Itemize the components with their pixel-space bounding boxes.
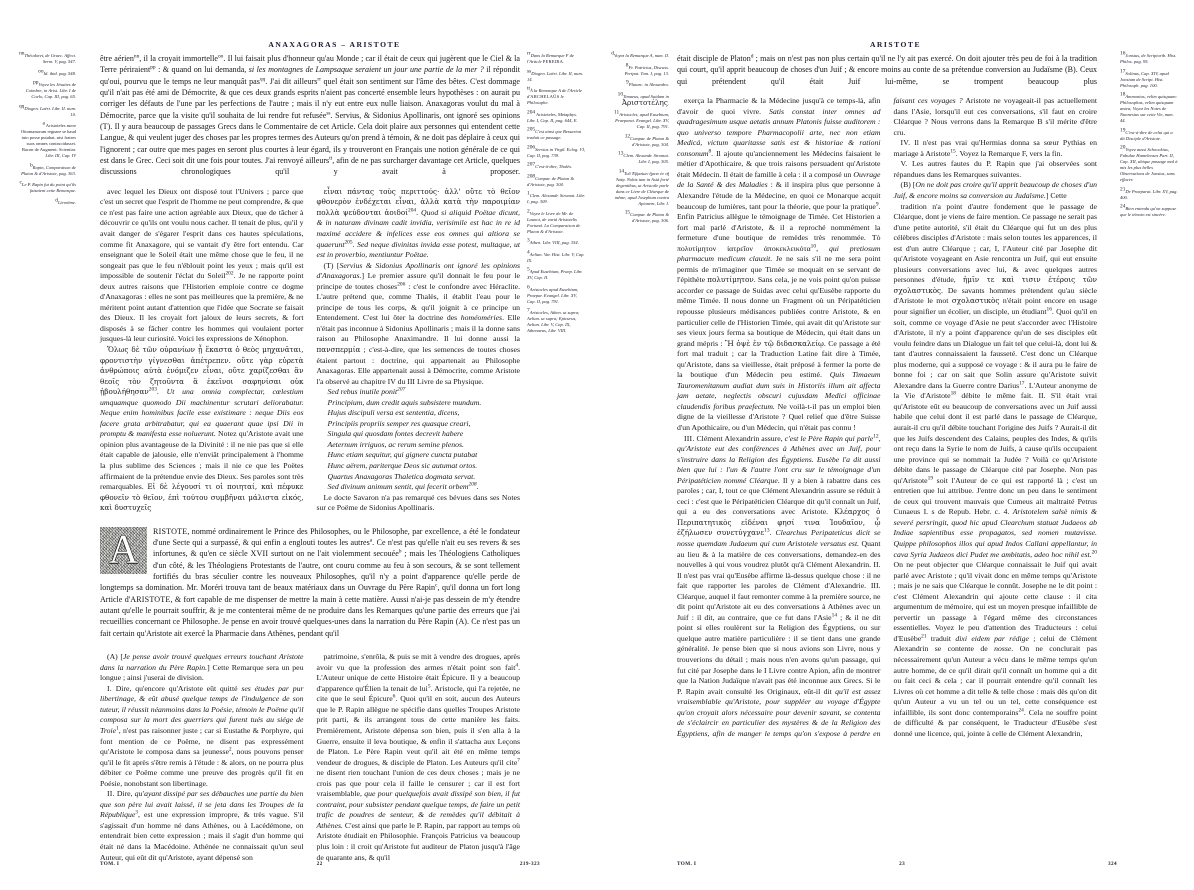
- margin-note: $^2$Voyez le Livre de Mr. de Launoi, de variá Aristotelis Fortuná. La Comparaison de Platon & d'Aristote.: [527, 207, 581, 234]
- margin-note: $^5$Apud Eusebium, Praep. Libr. XV, Cap. II.: [527, 266, 583, 280]
- column-right: [317, 187, 521, 514]
- margin-note: $^{oo}$Id. ibid. pag. 548.: [38, 67, 76, 76]
- margin-note: $^c$Le P. Rapin fut du point qu'ils faisaient cette Remarque.: [19, 179, 76, 193]
- body-paragraph: εἶναι πάντας τοὺς περιττούς· ἀλλ' οὔτε τὸ θεῖον φθονερὸν ἐνδέχεται εἶναι, ἀλλὰ κατὰ τὴν παροιμίαν πολλὰ ψεύδονται ἀοιδοί$^{204}$. Quod si aliquid Poëtae dicunt, & in naturam divinam cadit invidia, verisimile est hac in re id maximé accidere & infelices esse eos omnes qui altiora se quaerunt$^{205}$. Sed neque divinitas invida esse potest, multaque, ut est in proverbio, mentiuntur Poëtae.: [316, 186, 521, 260]
- margin-note: $^{18}$Ammonius, velim quisquam: Philosophus, velim quisquam antea; Voyez les Notes de Nunnesius sur cette Vie, num. 44.: [1120, 91, 1178, 123]
- margin-notes-right-outer: [1120, 50, 1178, 224]
- margin-note: $^a$ Aristoteles more Ottomanorum regnare se haud tuto posse putabat, nisi fratres suos omnes contrucidasset. Bacon de Augment. Scientiar. Libr. III, Cap. IV: [20, 120, 76, 158]
- body-paragraph: tradition n'a point d'autre fondement que le passage de Cléarque, dont je viens de faire mention. Ce passage ne serait pas d'une petite autorité, s'il était du Cléarque qui fut un des plus célèbres disciples d'Aristote : mais selon toutes les apparences, il est d'un autre Cléarque ; car, I, l'Auteur cité par Josephe dit qu'Aristote voyageant en Asie rencontra un Juif, qui eut ensuite plusieurs conversations avec lui, & avec quelques autres personnes d'étude, ἡμῖν τε καὶ τισιν ἑτέροις τῶν σχολαστικὸς. De savants hommes prétendent qu'au siècle d'Aristote le mot σχολαστικὸς n'était point encore en usage pour signifier un écolier, un disciple, un étudiant$^{16}$. Quoi qu'il en soit, comme ce voyage d'Asie ne peut s'accorder avec l'Histoire d'Aristote, il n'y a point d'apparence qu'un de ses disciples eût voulu feindre dans un Dialogue un fait tel que celui-là, dont lui & tant d'autres connaissaient la fausseté. C'est donc un Cléarque plus moderne, qui a supposé ce voyage : & il aura pu le faire de bonne foi ; car on sait que Solin assure qu'Aristote suivit Alexandre dans la Guerre contre Darius$^{17}$. L'Auteur anonyme de la Vie d'Aristote$^{18}$ débite le même fait. II. S'il était vrai qu'Aristote eût eu beaucoup de conversations avec un Juif aussi habile que celui dont il est parlé dans le passage de Cléarque, aurait-il cru qu'il débite touchant l'origine des Juifs ? Aurait-il dit que les Juifs descendent des Calains, peuples des Indes, & qu'ils ont reçu dans la Syrie le nom de Juifs, à cause qu'ils occupaient une province qui se nommait la Judée ? Voilà ce qu'Aristote débite dans le passage de Cléarque cité par Josephe. Non pas qu'Aristote$^{19}$ soit l'Auteur de ce qui est rapporté là ; c'est un entretien que lui attribue. J'entre donc un peu dans le sentiment de ceux qui trouvent mauvais que Cumeus ait maltraité Petrus Cunaeus I. s de Repub. Hebr. c. 4. Aristotelem salsè nimis & severé persringit, quod hic apud Clearchum statuat Judaeos ab Indiae sapientibus esse propagatos, sed nomen mutavisse. Quippe philosophos illos qui apud Indos Callani appellantur, in cava Syria Judaeos dici Pudet me ambitatis, adeo hoc nihil est.$^{20}$ On ne peut objecter que Cléarque connaissait le Juif qui avait parlé avec Aristote ; qu'il vivait donc en même temps qu'Aristote ; mais je ne sais que Cléarque le connût. Josephe ne le dit point : c'est Clément Alexandrin qui ajoute cette clause : il cita argumentum de mémoire, qui est un moyen presque infaillible de pervertir un passage à l'égard même des circonstances essentielles. Voyez le peu d'attention des Traducteurs : celui d'Eusèbe$^{21}$ traduit dixi eidem par rédige ; celui de Clément Alexandrin se contente de nosse. On ne conclurait pas nécessairement qu'un Auteur a vécu dans le même temps qu'un autre homme, de ce qu'il dirait qu'il connaît un homme qui a dit ou fait ceci & cela ; car il pourrait entendre qu'il connaît les Livres où cet homme a dit telle & telle chose : mais dès qu'on dit qu'un Auteur a vu un tel ou un tel, cette conséquence est infaillible, ils sont donc contemporains$^{24}$. Cela ne souffre point de difficulté & par conséquent, le Traducteur d'Eusèbe s'est donné une licence, qui, jointe à celle de Clément Alexandrin,: [893, 201, 1098, 738]
- margin-notes-left-outer: [18, 50, 76, 211]
- margin-note: $^{11}$Aristocles, apud Eusebium, Praeparat. Evangel. Libr. XV, Cap. II, pag. 791.: [614, 109, 669, 129]
- left-columns-remarks: [100, 652, 520, 863]
- margin-note: $^6$Aristocles apud Eusebium, Praepar. Evangel. Libr. XV, Cap. II, pag. 791.: [527, 283, 579, 304]
- lead-paragraph-right: était disciple de Platon$^d$ ; mais on n'est pas non plus certain qu'il ne l'y ait pas exercé. On doit ajouter très peu de foi à la tradition qui court, qu'il apprit beaucoup de choses d'un Juif ; & encore moins au conte de sa prétendue conversion au Judaïsme (B). Ceux qui prétendent qu'il était Juif lui-même, se trompent beaucoup plus: [677, 53, 1097, 86]
- footer-page-number-left: 22: [316, 861, 323, 867]
- body-paragraph: patrimoine, s'enrôla, & puis se mit à vendre des drogues, après avoir vu que la profession des armes n'était point son fait$^4$. L'Auteur unique de cette Histoire était Épicure. Il y a beaucoup d'apparence qu'Élien la tenait de lui$^5$. Aristocle, qui l'a rejetée, ne cite que le seul Épicure$^6$. Quoi qu'il en soit, aucun des Auteurs que le P. Rapin allègue ne spécifie dans quelles Troupes Aristote prit parti, & ils arrangent tous de cette manière les faits. Premièrement, Aristote dépensa son bien, puis il s'en alla à la Guerre, ensuite il leva boutique, & enfin il s'attacha aux Leçons de Platon. Le Père Rapin veut qu'il ait été en même temps vendeur de drogues, & disciple de Platon. Les Auteurs qu'il cite$^7$ ne disent rien touchant l'union de ces deux choses ; mais je ne crois pas que pour cela il faille le censurer ; car il est fort vraisemblable, que pour quelquefois avait dissipé son bien, il fut contraint, pour subsister pendant quelque temps, de faire un petit trafic de poudres de senteur, & de remèdes qu'il débitait à Athènes. C'est ainsi que parle le P. Rapin, par rapport au temps où Aristote étudiait en Philosophie. François Patricius va beaucoup plus loin : il croit qu'Aristote fut auditeur de Platon jusqu'à l'âge de quarante ans, & qu'il: [316, 652, 521, 862]
- remark-column-right: [317, 652, 521, 863]
- margin-note: $^{ss}$Diogen. Laërt. Libr. II, num. 14.: [527, 67, 583, 82]
- margin-note: $^b$Rapin, Comparaison de Platon & d'Aristote, pag. 363.: [21, 161, 76, 176]
- margin-note: $^{17}$Solinus, Cap. XIV, apud Jonsium de Script. Hist. Philosoph. pag. 100.: [1120, 67, 1169, 88]
- article-lead-paragraph: RISTOTE, nommé ordinairement le Prince des Philosophes, ou le Philosophe, par excellence, a été le fondateur d'une Secte qui a surpassé, & qui enfin a englouti toutes les autres$^a$. Ce n'est pas qu'elle n'ait eu ses revers & ses infortunes, & qu'en ce siècle XVII surtout on ne l'ait violemment secouée$^b$ ; mais les Théologiens Catholiques d'un côté, & les Théologiens Protestants de l'autre, ont couru comme au feu à son secours, & se sont tellement fortifiés du bras séculier contre les nouveaux Philosophes, qu'il n'y a point d'apparence qu'elle perde de longtemps sa domination. Mr. Moréri trouva tant de beaux matériaux dans un Ouvrage du Père Rapin$^c$, qu'il donna un fort long Article d'ARISTOTE, & fort capable de me dispenser de mettre la main à cette matière. Aussi n'ai-je pas dessein de m'y étendre autant qu'elle le pourrait souffrir, & je me contenterai même de ne produire dans les Remarques qu'une partie des erreurs que j'ai recueillies concernant ce Philosophe. Je pense en avoir trouvé quelques-unes dans la narration du Père Rapin (A). Ce n'est pas un fait certain qu'Aristote ait exercé la Pharmacie dans Athènes, pendant qu'il: [100, 526, 521, 638]
- drop-cap-initial: A: [100, 527, 147, 574]
- margin-note: $^{rr}$Dans la Remarque F de l'Article PEREIRA.: [527, 50, 574, 64]
- margin-note: $^4$Aelian. Var. Hist. Libr. V, Cap. IX.: [527, 248, 585, 263]
- margin-note: $^9$Plutarc. in Alexandro.: [626, 79, 669, 87]
- margin-note: $^{206}$Servius in Virgil. Eclog. VI, Cap. II, pag. 739.: [527, 143, 585, 158]
- margin-note: $^{204}$ Aristoteles, Metaphys. Libr. I, Cap. II, pag. 644, E.: [527, 108, 578, 123]
- footer-reference-right: 324: [1108, 861, 1117, 867]
- right-type-block: [677, 53, 1097, 831]
- body-paragraph: II. Dire, qu'ayant dissipé par ses débauches une partie du bien que son père lui avait laissé, il se jeta dans les Troupes de la République$^3$, est une expression impropre, & très vague. S'il s'agissait d'un homme né dans Athènes, ou à Lacédémone, on entendrait bien cette expression ; mais il s'agit d'un homme qui était né dans la Macédoine. Athénée ne connaissait qu'un seul Auteur, qui eût dit qu'Aristote, ayant dépensé son: [100, 789, 304, 862]
- margin-note: $^{14}$Τοῦ Ἑβραίων ἤμειν ἐν τῇ Ἀσίᾳ. Nobis tum in Asiá forté degentibus, ut Aristotle parle dans ce Livre de Cléarque de même, apud Josephum contra Apionem, Libr. I.: [614, 167, 669, 206]
- footer-volume-right: TOM. I: [677, 861, 697, 867]
- margin-note: $^{15}$Compar. de Platon & d'Aristote, pag. 306.: [624, 209, 669, 223]
- body-paragraph: (A) [Je pense avoir trouvé quelques erreurs touchant Aristote dans la narration du Père Rapin.] Cette Remarque sera un peu longue ; ainsi j'userai de division.: [100, 652, 304, 683]
- body-paragraph: Le docte Savaron n'a pas remarqué ces bévues dans ses Notes sur ce Poëme de Sidonius Apollinaris.: [316, 492, 520, 513]
- lead-paragraph-left: être aérien$^{nn}$, il la croyait immortelle$^{oo}$. Il lui faisait plus d'honneur qu'au Monde ; car il était de ceux qui jugèrent que le Ciel & la Terre périraient$^{pp}$ : & quand on lui demanda, si les montagnes de Lampsaque seraient un jour une partie de la mer ? il répondit qu'oui, pourvu que le temps ne leur manquât pas$^{qq}$. J'ai dit ailleurs$^{rr}$ quel était son sentiment sur l'âme des bêtes. C'est dommage qu'il n'ait pas été ami de Démocrite, & que ces deux grands esprits n'aient pas concerté ensemble leurs hypothèses : on aurait pu corriger les défauts de l'une par les perfections de l'autre ; mais il n'y eut entre eux nulle liaison. Anaxagoras voulut du mal à Démocrite, parce que la visite qu'il souhaita de lui rendre fut refusée$^{ss}$. Servius, & Sidonius Apollinaris, ont ignoré ses opinions (T). Il y aura beaucoup de passages Grecs dans le Commentaire de cet Article. Cela doit plaire aux personnes qui entendent cette Langue, & qui veulent juger des choses par les propres termes des Auteurs qu'on prend à témoin, & ne doit pas déplaire à ceux qui l'ignorent ; car outre que mes pages en seront plus courtes à leur égard, ils y trouveront en Français une notion générale de ce qui est dans le Grec. Ceci soit dit une fois pour toutes. J'ai renvoyé ailleurs$^{tt}$, afin de ne pas surcharger davantage cet Article, quelques discussions chronologiques qu'il y avait à proposer.: [100, 53, 520, 177]
- remark-column-left: [100, 652, 304, 863]
- footer-page-number-right: 23: [899, 861, 906, 867]
- body-paragraph: exerça la Pharmacie & la Médecine jusqu'à ce temps-là, afin d'avoir de quoi vivre. Satis constat inter omnes ad quadragesimum usque aetatis annum Platonis fuisse auditorem : quo universo tempore Pharmacopolii arte, nec non etiam Medicá, victum quaritasse satis est & historiae & rationi consonum$^8$. Il ajoute qu'anciennement les Médecins faisaient le métier d'Apothicaire, & que trois raisons persuadent qu'Aristote était Médecin. Il était de famille à cela : il a composé un Ouvrage de la Santé & des Maladies : & il inspira plus que personne à Alexandre l'étude de la Médecine, en quoi ce Monarque acquit beaucoup de lumières, tant pour la théorie, que pour la pratique$^9$. Enfin Patricius allègue le témoignage de Timée. Cet Historien a fort mal parlé d'Aristote, & il a reproché nommément la fermeture d'une boutique de remèdes très renommée. Τὸ πολυτίμητον ἰατρεῖον ἀποκεκλεικότα$^{10}$, qui pretiosum pharmacum medicum clauxit. Je ne sais s'il ne me sera point permis de m'imaginer que Timée se moquait en se servant de l'épithète πολυτίμητον. Sans cela, je ne vois point qu'on puisse accorder ce passage de Suidas avec celui qu'Eusèbe rapporte du même Timée. Il nous donne un Fragment où un Péripatéticien repousse plusieurs médisances publiées contre Aristote, & en particulier celle de l'Historien Timée, qui avait dit qu'Aristote sur ses vieux jours ferma sa boutique de Médecin, qui était dans un grand mépris : Ἢ ὀψὲ ἐν τῷ διδασκαλείῳ. Ce passage a été fort mal traduit ; car la Traduction Latine fait dire à Timée, qu'Aristote, dans sa vieillesse, était préposé à fermer la porte de la boutique d'un Médecin peu estimé. Quis Timaeum Tauromenitanum audiat dum suis in Historiis illum ait affecta jam aetate, neglectis obscuri cujusdam Medici officinae claudendis foribus praefectum. Ne voilà-t-il pas un emploi bien digne de la vieillesse d'Aristote ? Quel relief que d'être Suisse d'un Apothicaire, ou d'un Médecin, qui n'était pas connu !: [677, 96, 881, 432]
- margin-note: $^{205}$C'est ainsi que Bessarion traduit ce passage.: [527, 126, 582, 140]
- margin-notes-left-inner: [527, 50, 585, 340]
- body-paragraph: Ὅλως δὲ τῶν οὐρανίων ᾗ ἕκαστα ὁ θεὸς μηχανᾶται, φροντιστὴν γίγνεσθαι ἀπέτρεπεν. οὔτε γὰρ εὑρετὰ ἀνθρώποις αὐτὰ ἐνόμιζεν εἶναι, οὔτε χαρίζεσθαι ἂν θεοῖς τὸν ζητοῦντα ἃ ἐκεῖνοι σαφηνίσαι οὐκ ᾐβουλήθησαν$^{203}$. Ut una omnia complectar, cœlestium umquamque quomodo Dii machinentur scrutari deliorabatur. Neque enim hominibus facile esse existimare : neque Diis eos facere grata arbitrabatur, qui ea quaerant quae ipsi Dii in promptu & manifesta esse noluerunt. Notez qu'Aristote avait une opinion plus avantageuse de la Divinité : il ne nie pas que si elle était capable de jalousie, elle n'enviât principalement à l'homme la plus sublime des Sciences ; mais il nie ce que les Poëtes affirmaient de la prétendue envie des Dieux. Ses paroles sont très remarquables. Εἰ δὲ λέγουσί τι οἱ ποιηταί, καὶ πέφυκε φθονεῖν τὸ θεῖον, ἐπὶ τούτου συμβῆναι μάλιστα εἰκός, καὶ δυστυχεῖς: [100, 344, 304, 513]
- footer-reference-left: 219-323: [519, 861, 540, 867]
- margin-note: $^8$Fr. Patricius, Discuss. Peripat. Tom. I, pag. 13.: [624, 61, 669, 76]
- margin-note: $^{20}$Voyez aussi Schoockius, Fabulae Hamelenses Part. II, Cap. XII, ubique passage mal à mis les plus belles Observations de Jonsius, sans effacer.: [1120, 144, 1178, 182]
- margin-note: $^{qq}$Diogen. Laërt. Libr. II. num. 10.: [18, 102, 76, 117]
- margin-note: $^{tt}$À la Remarque A de l'Article d'ARCHELAÜS le Philosophe.: [527, 85, 583, 105]
- margin-note: $^d$Voyez la Remarque A, num. II.: [611, 50, 669, 58]
- footer-volume-left: TOM. I: [100, 861, 120, 867]
- margin-note: $^{16}$Jonsius, de Scriptorib. Hist. Philos. pag. 95.: [1120, 50, 1177, 64]
- margin-note: $^{208}$Compar. de Platon & d'Aristote, pag. 304.: [527, 172, 574, 187]
- margin-note: $^{12}$Compar. de Platon & d'Aristote, pag. 304.: [624, 132, 669, 147]
- body-paragraph: III. Clément Alexandrin assure, c'est le Père Rapin qui parle$^{12}$, qu'Aristote eut des conférences à Athènes avec un Juif, pour s'instruire dans la Religion des Égyptiens. Eusèbe l'a dit aussi bien que lui : l'un & l'autre l'ont cru sur le témoignage d'un Péripatéticien nommé Cléarque. Il y a bien à rabattre dans ces paroles ; car, I, tout ce que Clément Alexandrin assure se réduit à ceci : c'est que le Péripatéticien Cléarque dit qu'il connaît un Juif, qui a eu des conversations avec Aristote. Κλέαρχος ὁ Περιπατητικὸς εἰδέναι φησί τινα Ἰουδαῖον, ᾧ ἐζήλωσεν συνετύγχανε$^{13}$. Clearchus Peripateticus dicit se nosse quemdam Judaeum qui cum Aristotele versatus est. Quant au lieu & à la matière de ces conversations, demandez-en des nouvelles à qui vous voudrez plutôt qu'à Clément Alexandrin. II. Il n'est pas vrai qu'Eusèbe affirme là-dessus quelque chose : il ne fait que rapporter les paroles de Clément d'Alexandrie. III. Cléarque, auquel il faut remonter comme à la première source, ne dit point qu'Aristote ait eu des conversations à Athènes avec un Juif : il dit, au contraire, que ce fut dans l'Asie$^{14}$ ; & il ne dit point si elles roulèrent sur la Religion des Égyptiens, ou sur quelque autre matière particulière : il se tient dans une grande généralité. Je pense bien que si nous avions son Livre, nous y trouverions du détail ; mais nous n'en avons qu'un passage, qui fut cité par Josephe dans le I Livre contre Apion, afin de montrer que la Nation Judaïque n'avait pas été inconnue aux Grecs. Si le P. Rapin avait consulté les Originaux, eût-il dit qu'il est assez vraisemblable qu'Aristote, pour suppléer au voyage d'Égypte qu'on croyait alors nécessaire pour devenir savant, se contenta de s'éclaircir en particulier des mystères & de la Religion des Égyptiens, afin de manger le temps qu'on s'expose à perdre en faisant ces voyages ? Aristote ne voyageait-il pas actuellement dans l'Asie, lorsqu'il eut ces conversations, s'il faut en croire Cléarque ? Nous verrons dans la Remarque B s'il mérite d'être cru.: [677, 96, 1097, 738]
- running-head-right: ARISTOTE: [869, 40, 922, 49]
- margin-note: $^{24}$Bien entendu qu'on suppose que le témoin est sincère.: [1120, 203, 1177, 217]
- margin-note: $^{10}$Timaeus, apud Suidam in Ἀριστοτέλης.: [617, 90, 669, 107]
- body-paragraph: Sed rebus inutile ponit$^{207}$ Principium, dum credit aquis subsistere mundum. Hujus discipuli versa est sententia, dicens, Principiis propriis semper res quasque creari, Singula qui quosdam fontes decrevit habere Aeternum irriguos, ac rerum semine plenos. Hunc etiam sequitur, qui gignere cuncta putabat Hunc aërem, pariterque Deos sic autumat ortos. Quartus Anaxagoras Thaletica dogmata servat. Sed divinum animum sentit, qui fecerit orbem$^{208}$.: [327, 386, 482, 492]
- margin-note: $^1$Clem. Alexandr. Stromat. Libr. I, pag. 309.: [527, 190, 585, 204]
- margin-notes-right-inner: [611, 50, 669, 230]
- margin-note: $^{pp}$Voyez les Jésuites de Coimbre, in Arist. Libr. I de Coelo, Cap. III, pag. 65.: [25, 79, 76, 99]
- footer-left: [100, 861, 540, 867]
- right-page: [597, 0, 1194, 890]
- footer-right: [677, 861, 1117, 867]
- margin-note: $^{21}$De Praeparat. Libr. XV, pag. 400.: [1120, 185, 1178, 200]
- column-left: [100, 187, 304, 514]
- margin-note: $^3$Athen. Libr. VIII, pag. 354.: [527, 237, 579, 245]
- right-columns-body: [677, 96, 1097, 739]
- margin-note: $^{19}$C'est-à-dire de celui qui a dit Disciple d'Aristote.: [1120, 126, 1173, 141]
- running-head-left: ANAXAGORAS – ARISTOTE: [268, 40, 401, 49]
- margin-note: $^7$Aristocles, Athen. ut supra; Aelian. ut supra; Epicurus, Aelian. Libr. V, Cap. IX, Athenaeus, Libr. VIII.: [527, 307, 580, 333]
- body-paragraph: (B) [On ne doit pas croire qu'il apprit beaucoup de choses d'un Juif, & encore moins sa conversion au Judaïsme.] Cette: [893, 180, 1097, 200]
- left-columns-anaxagoras: [100, 187, 520, 514]
- body-paragraph: I. Dire, qu'encore qu'Aristote eût quitté ses études par pur libertinage, & eût abusé quelque temps de l'indulgence de son tuteur, il réussit néanmoins dans la Poésie, témoin le Poëme qu'il composa sur la mort des guerriers qui furent tués au siége de Troie$^1$, n'est pas raisonner juste ; car si Eustathe & Porphyre, qui font mention de ce Poëme, ne disent pas expressément qu'Aristote le composa dans sa jeunesse$^2$, nous pouvons penser qu'il le fit après s'être remis à l'étude : & alors, on ne pourra plus débiter ce Poëme comme une preuve des progrès qu'il fit en Poésie, nonobstant son libertinage.: [100, 683, 304, 788]
- left-type-block: [100, 53, 521, 862]
- margin-note: $^d$Là-même.: [55, 196, 76, 205]
- margin-note: $^{13}$Clem. Alexandr. Stromat. Libr. I, pag. 305.: [618, 150, 669, 164]
- body-paragraph: avec lequel les Dieux ont disposé tout l'Univers ; parce que c'est un secret que l'esprit de l'homme ne peut comprendre, & que ce n'est pas faire une action agréable aux Dieux, que de tâcher à découvrir ce qu'ils ont voulu nous cacher. Il tenait de plus, qu'il y avait danger de s'égarer l'esprit dans ces hautes spéculations, comme fit Anaxagore, qui se vantait d'y être fort entendu. Car enseignant que le Soleil était une même chose que le feu, il ne songeait pas que le feu n'éblouit point les yeux ; mais qu'il est impossible de soutenir l'éclat du Soleil$^{202}$. Je ne rapporte point deux autres raisons que l'Historien emploie contre ce dogme d'Anaxagoras : elles ne sont pas meilleures que la première, & ne méritent point autant d'attention que l'idée que Socrate se faisait des Dieux. Il les croyait fort jaloux de leurs secrets, & fort disposés à se fâcher contre les hommes qui voulaient porter jusques-là leur curiosité. Voici les expressions de Xénophon.: [100, 186, 304, 344]
- body-paragraph: IV. Il n'est pas vrai qu'Hermias donna sa sœur Pythias en mariage à Aristote$^{15}$. Voyez la Remarque F, vers la fin.: [893, 138, 1097, 158]
- body-paragraph: (T) [Servius & Sidonius Apollinaris ont ignoré les opinions d'Anaxagoras.] Le premier assure qu'il donnait le feu pour le principe de toutes choses$^{206}$ : c'est le confondre avec Héraclite. L'autre prétend que, comme Thalès, il établit l'eau pour le principe de tous les corps, & qu'il joignit à ce principe un Entendement. C'est lui ôter la doctrine des homéoméries. Elle n'était pas inconnue à Sidonius Apollinaris ; mais il la donne sans raison au Philosophe Anaximandre. Il lui donne aussi la πανσπερμία ; c'est-à-dire, que les semences de toutes choses étaient partout : doctrine, qui appartenait au Philosophe Anaxagoras. Elle appartenait aussi à Démocrite, comme Aristote l'a observé au chapitre IV du III Livre de sa Physique.: [316, 260, 521, 386]
- article-aristote-opening: [100, 526, 520, 639]
- margin-note: $^{nn}$Théodoret, de Graec. Affect. Serm. V, pag. 547.: [19, 50, 76, 64]
- margin-note: $^{207}$C'est-à-dire, Thalès.: [527, 161, 573, 169]
- body-paragraph: V. Les autres fautes du P. Rapin que j'ai observées sont répandues dans les Remarques suivantes.: [893, 159, 1097, 179]
- column-right: [894, 202, 1098, 740]
